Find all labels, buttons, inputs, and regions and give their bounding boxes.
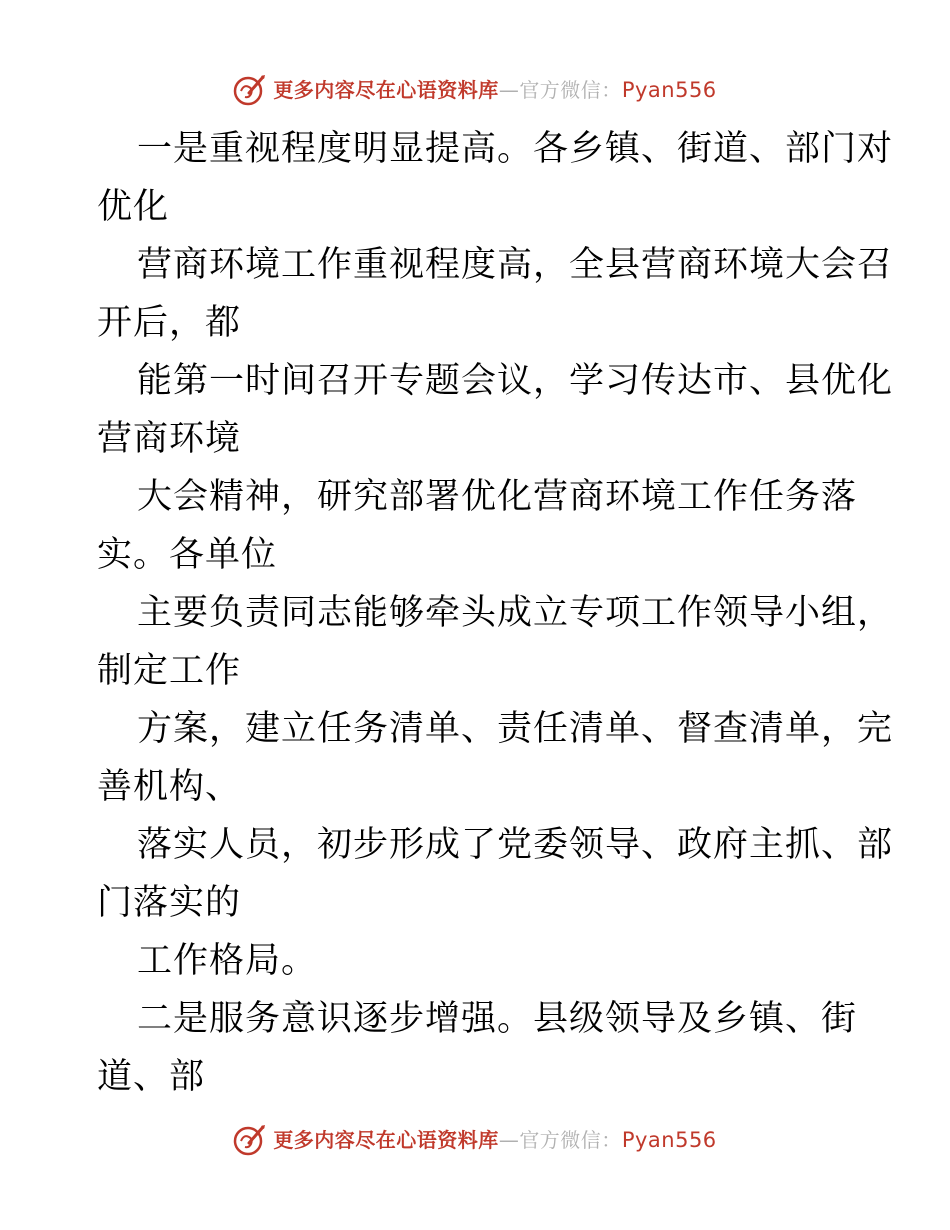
text-line: 门落实的 <box>97 883 242 923</box>
text-line: 能第一时间召开专题会议，学习传达市、县优化 <box>137 361 894 401</box>
text-line: 工作格局。 <box>137 941 318 981</box>
text-line: 制定工作 <box>97 651 242 691</box>
wechat-label: 官方微信： <box>519 1127 622 1152</box>
banner-dash: — <box>498 77 520 102</box>
document-body <box>97 120 894 1106</box>
text-line: 实。各单位 <box>97 535 278 575</box>
wechat-id: Pyan556 <box>621 77 717 102</box>
text-line: 一是重视程度明显提高。各乡镇、街道、部门对 <box>137 129 894 169</box>
brain-pen-logo-icon <box>233 73 267 107</box>
footer-banner <box>0 1120 950 1160</box>
banner-dash: — <box>498 1127 520 1152</box>
text-line: 落实人员，初步形成了党委领导、政府主抓、部 <box>137 825 894 865</box>
banner-text <box>273 77 717 102</box>
text-line: 优化 <box>97 187 170 227</box>
text-line: 大会精神，研究部署优化营商环境工作任务落 <box>137 477 858 517</box>
text-line: 营商环境 <box>97 419 242 459</box>
brand-text: 更多内容尽在心语资料库 <box>273 1127 499 1152</box>
text-line: 开后，都 <box>97 303 242 343</box>
wechat-id: Pyan556 <box>621 1127 717 1152</box>
text-line: 善机构、 <box>97 767 242 807</box>
banner-text <box>273 1127 717 1152</box>
brand-text: 更多内容尽在心语资料库 <box>273 77 499 102</box>
brain-pen-logo-icon <box>233 1123 267 1157</box>
wechat-label: 官方微信： <box>519 77 622 102</box>
text-line: 方案，建立任务清单、责任清单、督查清单，完 <box>137 709 894 749</box>
text-line: 二是服务意识逐步增强。县级领导及乡镇、街 <box>137 999 858 1039</box>
header-banner <box>0 70 950 110</box>
text-line: 营商环境工作重视程度高，全县营商环境大会召 <box>137 245 894 285</box>
text-line: 主要负责同志能够牵头成立专项工作领导小组， <box>137 593 894 633</box>
text-line: 道、部 <box>97 1057 206 1097</box>
